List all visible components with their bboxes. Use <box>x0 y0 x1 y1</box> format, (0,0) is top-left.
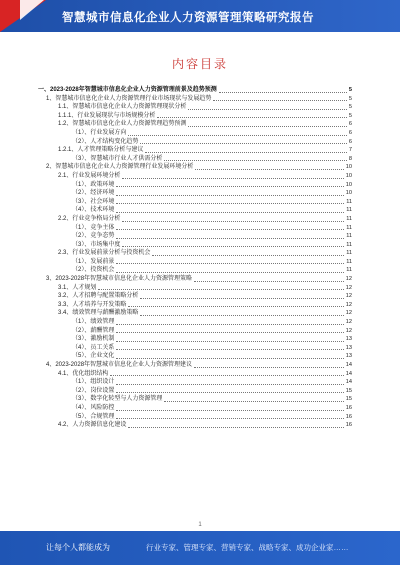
toc-entry-label: 4.2、人力资源信息化建设 <box>58 422 127 429</box>
toc-entry-label: （3）、数字化转型与人力资源管理 <box>72 396 163 403</box>
toc-entry[interactable] <box>38 241 352 250</box>
toc-entry[interactable] <box>38 172 352 181</box>
toc-leader-dots <box>98 289 343 290</box>
toc-entry-page: 6 <box>348 138 352 145</box>
toc-entry[interactable] <box>38 387 352 396</box>
toc-leader-dots <box>116 392 343 393</box>
toc-leader-dots <box>116 195 343 196</box>
toc-entry-page: 11 <box>346 207 352 214</box>
toc-entry-page: 15 <box>345 396 352 403</box>
toc-entry-page: 12 <box>345 310 352 317</box>
toc-entry-page: 12 <box>345 301 352 308</box>
toc-leader-dots <box>116 203 344 204</box>
toc-entry[interactable] <box>38 327 352 336</box>
toc-entry-label: 1.1、智慧城市信息化企业人力资源管理现状分析 <box>58 104 187 111</box>
toc-entry-page: 5 <box>348 112 352 119</box>
toc-entry[interactable] <box>38 404 352 413</box>
toc-entry-label: （2）、竞争态势 <box>72 233 115 240</box>
toc-entry-page: 10 <box>345 181 352 188</box>
toc-entry-label: （2）、人才结构变化趋势 <box>72 138 139 145</box>
toc-leader-dots <box>219 92 347 93</box>
toc-entry[interactable] <box>38 249 352 258</box>
footer-tagline: 行业专家、管理专家、营销专家、战略专家、成功企业家…… <box>146 543 349 552</box>
toc-leader-dots <box>116 186 343 187</box>
toc-entry-label: 一、2023-2028年智慧城市信息化企业人力资源管理前景及趋势预测 <box>38 87 217 93</box>
toc-entry-label: 1.1.1、行业发展现状与市场规模分析 <box>58 112 156 119</box>
toc-entry-page: 5 <box>348 104 352 111</box>
table-of-contents <box>38 86 352 430</box>
toc-leader-dots <box>116 212 344 213</box>
toc-entry-label: （1）、组织设计 <box>72 379 115 386</box>
toc-entry-label: 4、2023-2028年智慧城市信息化企业人力资源管理建议 <box>46 362 193 368</box>
toc-entry-page: 12 <box>345 284 352 291</box>
toc-entry[interactable] <box>38 181 352 190</box>
toc-entry[interactable] <box>38 155 352 164</box>
header-white-accent <box>20 0 44 20</box>
toc-entry-label: 2.3、行业发展前景分析与投资机会 <box>58 250 151 257</box>
toc-entry-page: 11 <box>346 241 352 248</box>
toc-leader-dots <box>116 341 343 342</box>
toc-entry[interactable] <box>38 138 352 147</box>
toc-entry[interactable] <box>38 335 352 344</box>
toc-leader-dots <box>164 160 347 161</box>
toc-entry-page: 13 <box>345 353 352 360</box>
toc-leader-dots <box>116 229 344 230</box>
document-title: 智慧城市信息化企业人力资源管理策略研究报告 <box>62 12 314 24</box>
toc-entry-label: 2、智慧城市信息化企业人力资源管理行业发展环境分析 <box>46 164 194 171</box>
toc-entry-page: 8 <box>348 155 352 162</box>
toc-entry-label: （5）、企业文化 <box>72 353 115 360</box>
toc-leader-dots <box>164 401 343 402</box>
toc-entry[interactable] <box>38 163 352 172</box>
toc-entry-page: 11 <box>346 250 352 257</box>
toc-entry[interactable] <box>38 189 352 198</box>
toc-entry-label: （3）、智慧城市行业人才供需分析 <box>72 155 163 162</box>
toc-entry[interactable] <box>38 266 352 275</box>
toc-entry-page: 14 <box>345 362 352 368</box>
toc-entry-page: 6 <box>348 121 352 128</box>
toc-entry[interactable] <box>38 309 352 318</box>
toc-entry-label: 4.1、优化组织结构 <box>58 370 109 377</box>
toc-entry-label: （3）、激励机制 <box>72 336 115 343</box>
toc-leader-dots <box>157 117 347 118</box>
toc-leader-dots <box>152 255 344 256</box>
toc-entry[interactable] <box>38 103 352 112</box>
toc-entry-page: 16 <box>345 422 352 429</box>
toc-leader-dots <box>140 315 343 316</box>
toc-leader-dots <box>116 272 344 273</box>
toc-entry[interactable] <box>38 344 352 353</box>
toc-leader-dots <box>116 332 343 333</box>
toc-entry-label: （1）、政策环境 <box>72 181 115 188</box>
toc-leader-dots <box>194 281 344 282</box>
toc-entry-page: 12 <box>345 327 352 334</box>
toc-entry-page: 11 <box>346 198 352 205</box>
toc-entry[interactable] <box>38 129 352 138</box>
toc-entry[interactable] <box>38 301 352 310</box>
toc-entry-page: 10 <box>345 172 352 179</box>
toc-entry-label: （2）、薪酬管理 <box>72 327 115 334</box>
toc-entry[interactable] <box>38 352 352 361</box>
footer-slogan: 让每个人都能成为 <box>46 543 110 552</box>
toc-leader-dots <box>116 418 343 419</box>
toc-leader-dots <box>116 384 343 385</box>
toc-leader-dots <box>140 143 347 144</box>
toc-entry-page: 15 <box>345 387 352 394</box>
toc-entry-label: （3）、市场集中度 <box>72 241 121 248</box>
toc-leader-dots <box>128 427 343 428</box>
toc-entry-page: 5 <box>348 87 352 93</box>
toc-leader-dots <box>116 238 344 239</box>
toc-entry[interactable] <box>38 120 352 129</box>
toc-entry-label: （2）、投资机会 <box>72 267 115 274</box>
toc-entry-page: 13 <box>345 344 352 351</box>
toc-entry-page: 12 <box>345 276 352 283</box>
toc-heading: 内容目录 <box>171 57 228 71</box>
toc-entry-page: 12 <box>345 319 352 326</box>
toc-entry-label: （1）、竞争主体 <box>72 224 115 231</box>
toc-entry-label: （4）、风险防控 <box>72 404 115 411</box>
toc-entry-label: 3.3、人才培养与开发策略 <box>58 301 127 308</box>
toc-leader-dots <box>213 100 347 101</box>
toc-leader-dots <box>195 169 343 170</box>
toc-leader-dots <box>116 263 344 264</box>
toc-leader-dots <box>110 375 343 376</box>
toc-entry-label: （5）、合规管理 <box>72 413 115 420</box>
toc-entry[interactable] <box>38 206 352 215</box>
toc-entry[interactable] <box>38 370 352 379</box>
toc-entry-label: 2.1、行业发展环境分析 <box>58 172 121 179</box>
toc-entry-label: 2.2、行业竞争格局分析 <box>58 215 121 222</box>
toc-entry-page: 16 <box>345 413 352 420</box>
toc-entry-label: 3、2023-2028年智慧城市信息化企业人力资源管理策略 <box>46 276 193 283</box>
toc-entry[interactable] <box>38 86 352 95</box>
toc-leader-dots <box>145 152 347 153</box>
toc-leader-dots <box>122 246 344 247</box>
toc-entry-page: 7 <box>348 147 352 154</box>
toc-entry-page: 11 <box>346 258 352 265</box>
toc-leader-dots <box>188 126 347 127</box>
toc-entry[interactable] <box>38 361 352 370</box>
toc-entry-page: 11 <box>346 215 352 222</box>
toc-entry-label: （1）、发展前景 <box>72 258 115 265</box>
toc-entry[interactable] <box>38 95 352 104</box>
toc-leader-dots <box>128 135 347 136</box>
toc-entry[interactable] <box>38 112 352 121</box>
toc-entry-label: （2）、经济环境 <box>72 190 115 197</box>
toc-entry-page: 11 <box>346 233 352 240</box>
toc-leader-dots <box>128 306 343 307</box>
toc-entry-page: 11 <box>346 224 352 231</box>
toc-leader-dots <box>188 109 347 110</box>
toc-entry-page: 16 <box>345 404 352 411</box>
toc-entry-label: 1.2.1、人才管理策略分析与建议 <box>58 147 144 154</box>
toc-entry[interactable] <box>38 224 352 233</box>
toc-leader-dots <box>116 410 343 411</box>
toc-entry-label: 3.1、人才规划 <box>58 284 97 291</box>
toc-entry-label: 3.2、人才招聘与配置策略分析 <box>58 293 139 300</box>
toc-entry-page: 10 <box>345 190 352 197</box>
toc-entry-page: 11 <box>346 267 352 274</box>
toc-entry-label: （3）、社会环境 <box>72 198 115 205</box>
toc-entry[interactable] <box>38 413 352 422</box>
toc-leader-dots <box>194 367 344 368</box>
toc-entry[interactable] <box>38 421 352 430</box>
toc-entry-page: 14 <box>345 379 352 386</box>
toc-entry[interactable] <box>38 284 352 293</box>
toc-leader-dots <box>116 349 343 350</box>
toc-entry-label: 1.2、智慧城市信息化企业人力资源管理趋势预测 <box>58 121 187 128</box>
toc-leader-dots <box>116 324 343 325</box>
toc-leader-dots <box>140 298 343 299</box>
toc-entry-page: 10 <box>345 164 352 171</box>
toc-entry[interactable] <box>38 215 352 224</box>
toc-entry[interactable] <box>38 378 352 387</box>
toc-entry[interactable] <box>38 232 352 241</box>
toc-entry[interactable] <box>38 258 352 267</box>
toc-entry[interactable] <box>38 318 352 327</box>
toc-entry[interactable] <box>38 395 352 404</box>
toc-entry-page: 6 <box>348 129 352 136</box>
toc-entry-page: 13 <box>345 336 352 343</box>
toc-entry-label: （4）、员工关系 <box>72 344 115 351</box>
toc-leader-dots <box>116 358 343 359</box>
toc-entry-label: （4）、技术环境 <box>72 207 115 214</box>
toc-entry[interactable] <box>38 198 352 207</box>
toc-entry-label: （2）、岗位设置 <box>72 387 115 394</box>
toc-entry[interactable] <box>38 146 352 155</box>
toc-entry-label: （1）、行业发展方向 <box>72 129 127 136</box>
toc-entry[interactable] <box>38 275 352 284</box>
toc-entry-label: 3.4、绩效管理与薪酬激励策略 <box>58 310 139 317</box>
toc-entry-page: 5 <box>348 95 352 102</box>
toc-leader-dots <box>122 221 344 222</box>
toc-leader-dots <box>122 178 343 179</box>
toc-entry-page: 12 <box>345 293 352 300</box>
toc-entry-page: 14 <box>345 370 352 377</box>
toc-entry[interactable] <box>38 292 352 301</box>
toc-entry-label: 1、智慧城市信息化企业人力资源管理行业市场现状与发展趋势 <box>46 95 212 102</box>
toc-entry-label: （1）、绩效管理 <box>72 319 115 326</box>
page-number: 1 <box>198 522 202 528</box>
